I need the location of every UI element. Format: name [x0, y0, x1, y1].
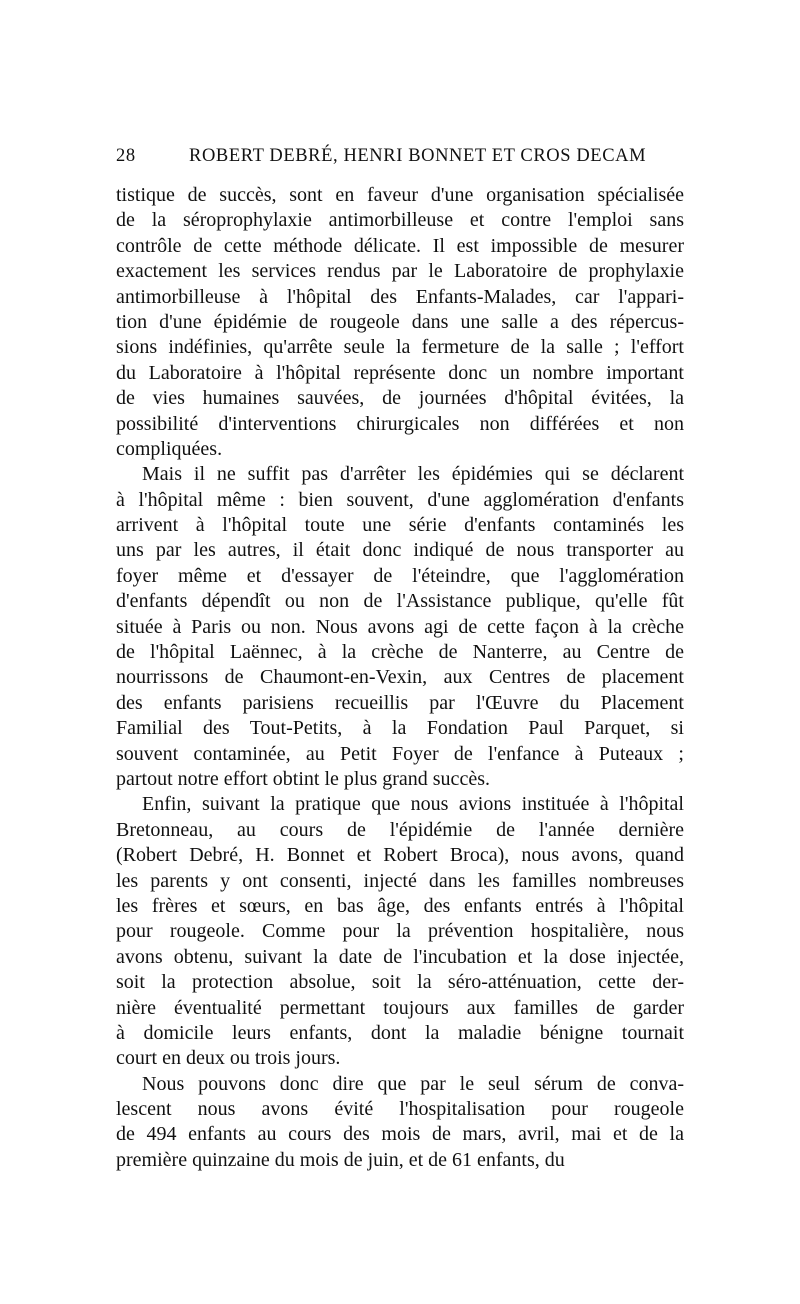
text-line: à l'hôpital même : bien souvent, d'une agglomération d'enfants [116, 488, 684, 511]
text-line: les frères et sœurs, en bas âge, des enfants entrés à l'hôpital [116, 894, 684, 917]
text-line: à domicile leurs enfants, dont la maladie bénigne tournait [116, 1021, 684, 1044]
text-line: foyer même et d'essayer de l'éteindre, que l'agglomération [116, 564, 684, 587]
text-line: Bretonneau, au cours de l'épidémie de l'année dernière [116, 818, 684, 841]
paragraph [116, 183, 684, 462]
text-line: souvent contaminée, au Petit Foyer de l'enfance à Puteaux ; [116, 742, 684, 765]
text-line: arrivent à l'hôpital toute une série d'enfants contaminés les [116, 514, 684, 537]
text-line: des enfants parisiens recueillis par l'Œuvre du Placement [116, 691, 684, 714]
text-line: tion d'une épidémie de rougeole dans une salle a des répercus- [116, 310, 684, 333]
text-line: nière éventualité permettant toujours aux familles de garder [116, 996, 684, 1019]
text-line: soit la protection absolue, soit la séro-atténuation, cette der- [116, 971, 684, 994]
text-line: de l'hôpital Laënnec, à la crèche de Nanterre, au Centre de [116, 641, 684, 664]
text-line: sions indéfinies, qu'arrête seule la fermeture de la salle ; l'effort [116, 336, 684, 359]
text-line: du Laboratoire à l'hôpital représente donc un nombre important [116, 361, 684, 384]
book-page [116, 0, 684, 1304]
text-line: d'enfants dépendît ou non de l'Assistance publique, qu'elle fût [116, 590, 684, 613]
body-text [116, 183, 684, 1173]
text-line: partout notre effort obtint le plus grand succès. [116, 767, 490, 790]
text-line: Enfin, suivant la pratique que nous avions instituée à l'hôpital [142, 793, 684, 816]
text-line: pour rougeole. Comme pour la prévention hospitalière, nous [116, 920, 684, 943]
text-line: située à Paris ou non. Nous avons agi de cette façon à la crèche [116, 615, 684, 638]
running-head: ROBERT DEBRÉ, HENRI BONNET ET CROS DECAM [189, 146, 647, 166]
text-line: tistique de succès, sont en faveur d'une organisation spécialisée [116, 184, 684, 206]
page-header [116, 146, 684, 172]
text-line: Nous pouvons donc dire que par le seul sérum de conva- [142, 1072, 684, 1095]
text-line: nourrissons de Chaumont-en-Vexin, aux Centres de placement [116, 666, 684, 689]
page-number: 28 [116, 146, 136, 166]
text-line: les parents y ont consenti, injecté dans les familles nombreuses [116, 869, 684, 892]
text-line: court en deux ou trois jours. [116, 1047, 341, 1070]
text-line: de 494 enfants au cours des mois de mars, avril, mai et de la [116, 1123, 684, 1146]
text-line: possibilité d'interventions chirurgicales non différées et non [116, 412, 684, 435]
text-line: (Robert Debré, H. Bonnet et Robert Broca), nous avons, quand [116, 844, 684, 867]
text-line: antimorbilleuse à l'hôpital des Enfants-Malades, car l'appari- [116, 285, 684, 308]
paragraph [116, 1072, 684, 1174]
paragraph [116, 792, 684, 1071]
text-line: Familial des Tout-Petits, à la Fondation Paul Parquet, si [116, 717, 684, 740]
text-line: contrôle de cette méthode délicate. Il est impossible de mesurer [116, 234, 684, 257]
text-line: Mais il ne suffit pas d'arrêter les épidémies qui se déclarent [142, 463, 684, 486]
paragraph [116, 462, 684, 792]
text-line: de la séroprophylaxie antimorbilleuse et contre l'emploi sans [116, 209, 684, 232]
text-line: exactement les services rendus par le Laboratoire de prophylaxie [116, 260, 684, 283]
text-line: compliquées. [116, 437, 223, 460]
text-line: uns par les autres, il était donc indiqué de nous transporter au [116, 539, 684, 562]
text-line: avons obtenu, suivant la date de l'incubation et la dose injectée, [116, 945, 684, 968]
text-line: lescent nous avons évité l'hospitalisation pour rougeole [116, 1098, 684, 1121]
text-line: première quinzaine du mois de juin, et de 61 enfants, du [116, 1148, 565, 1171]
text-line: de vies humaines sauvées, de journées d'hôpital évitées, la [116, 387, 684, 410]
